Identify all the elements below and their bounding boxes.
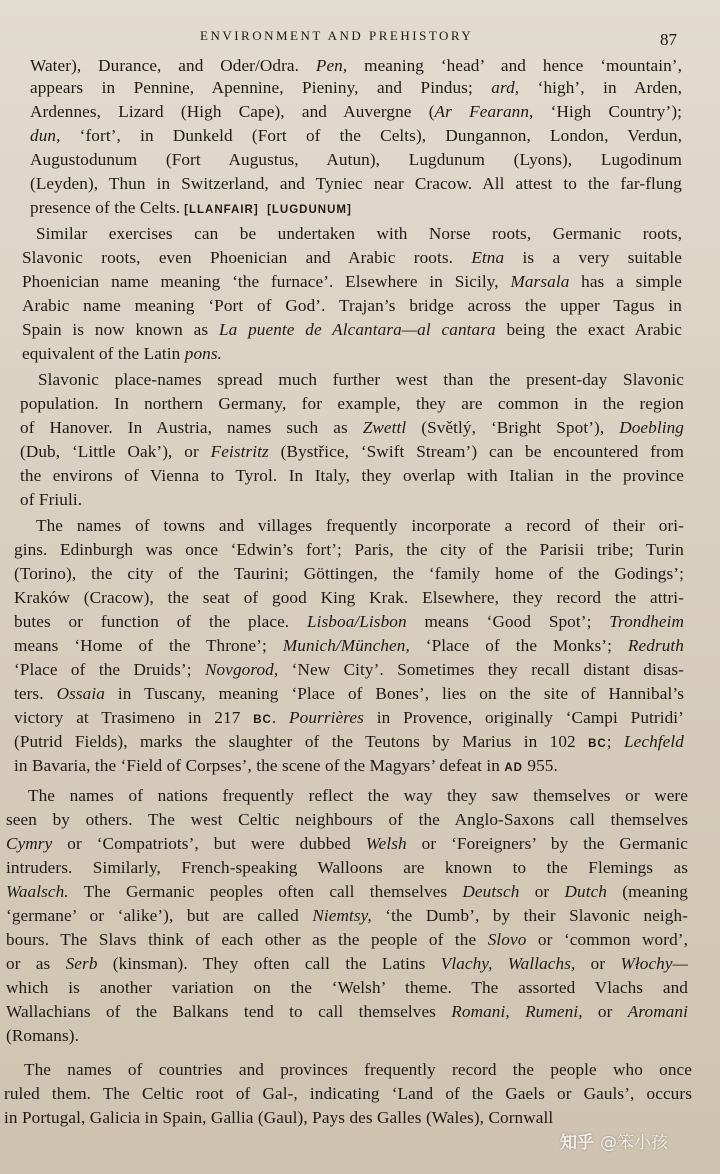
text-run: ‘germane’ or ‘alike’), but are called: [6, 906, 313, 925]
text-run: ‘Place of the Monks’;: [409, 636, 628, 655]
text-run: Similar exercises can be undertaken with Norse roots, Germanic roots,: [36, 224, 682, 243]
zhihu-logo: 知乎: [560, 1133, 594, 1153]
italic-term: La puente de Alcantara—al cantara: [218, 320, 496, 339]
small-caps: AD: [504, 762, 523, 774]
text-line: [22, 318, 682, 342]
text-run: (Torino), the city of the Taurini; Göttingen, the ‘family home of the Godings’;: [14, 564, 684, 583]
text-line: [36, 222, 682, 246]
italic-term: Munich/München,: [282, 636, 410, 655]
text-run: in Tuscany, meaning ‘Place of Bones’, lies on the site of Hannibal’s: [104, 684, 684, 703]
text-run: is a very suitable: [504, 248, 682, 267]
text-line: [14, 658, 684, 682]
italic-term: Welsh: [365, 834, 407, 853]
text-run: ;: [606, 732, 624, 751]
text-run: butes or function of the place.: [14, 612, 307, 631]
text-run: ‘High Country’);: [533, 102, 683, 121]
text-line: [14, 610, 684, 634]
text-run: bours. The Slavs think of each other as the people of the: [6, 930, 488, 949]
text-line: [20, 440, 684, 464]
text-run: population. In northern Germany, for example, they are common in the region: [20, 394, 684, 413]
italic-term: Waalsch.: [6, 882, 69, 901]
text-run: The names of countries and provinces frequently record the people who once: [24, 1060, 692, 1079]
text-run: Wallachians of the Balkans tend to call themselves: [6, 1002, 452, 1021]
text-run: Phoenician name meaning ‘the furnace’. Elsewhere in Sicily,: [22, 272, 511, 291]
text-run: Spain is now known as: [22, 320, 219, 339]
italic-term: Lechfeld: [624, 732, 684, 751]
italic-term: Trondheim: [609, 612, 684, 631]
text-run: or as: [6, 954, 66, 973]
cross-reference: [LUGDUNUM]: [267, 204, 352, 216]
text-run: has a simple: [569, 272, 682, 291]
text-run: Augustodunum (Fort Augustus, Autun), Lugdunum (Lyons), Lugodinum: [30, 150, 682, 169]
text-line: [6, 880, 688, 904]
text-line: [6, 856, 688, 880]
text-run: or ‘common word’,: [526, 930, 688, 949]
text-run: ‘Place of the Druids’;: [14, 660, 205, 679]
text-line: [30, 196, 352, 222]
text-run: ruled them. The Celtic root of Gal-, indicating ‘Land of the Gaels or Gauls’, occurs: [4, 1084, 692, 1103]
running-head: ENVIRONMENT AND PREHISTORY: [200, 28, 474, 43]
text-line: [36, 514, 684, 538]
text-run: Water), Durance, and Oder/Odra.: [30, 56, 316, 75]
text-line: [4, 1106, 553, 1130]
cross-reference: [LLANFAIR]: [184, 204, 259, 216]
text-line: [24, 1058, 692, 1082]
italic-term: Doebling: [619, 418, 684, 437]
text-run: 955.: [522, 756, 558, 775]
text-run: in Bavaria, the ‘Field of Corpses’, the scene of the Magyars’ defeat in: [14, 756, 505, 775]
text-run: or ‘Compatriots’, but were dubbed: [52, 834, 366, 853]
text-run: or: [582, 1002, 628, 1021]
italic-term: Marsala: [510, 272, 570, 291]
text-line: [4, 1082, 692, 1106]
text-line: [30, 124, 682, 148]
text-run: means ‘Good Spot’;: [406, 612, 610, 631]
text-run: ters.: [14, 684, 57, 703]
text-run: The names of towns and villages frequently incorporate a record of their ori-: [36, 516, 684, 535]
text-run: ‘fort’, in Dunkeld (Fort of the Celts), Dungannon, London, Verdun,: [60, 126, 682, 145]
text-line: [6, 928, 688, 952]
text-line: [14, 754, 558, 780]
text-run: (Dub, ‘Little Oak’), or: [20, 442, 211, 461]
italic-term: Pourrières: [289, 708, 364, 727]
watermark: [560, 1128, 720, 1156]
text-run: the environs of Vienna to Tyrol. In Italy, they overlap with Italian in the province: [20, 466, 684, 485]
text-run: The names of nations frequently reflect the way they saw themselves or were: [28, 786, 688, 805]
text-run: The Germanic peoples often call themselves: [68, 882, 463, 901]
text-run: in Portugal, Galicia in Spain, Gallia (Gaul), Pays des Galles (Wales), Cornwall: [4, 1108, 554, 1127]
text-line: [14, 706, 684, 732]
small-caps: BC: [253, 714, 272, 726]
text-line: [30, 100, 682, 124]
italic-term: Romani, Rumeni,: [451, 1002, 583, 1021]
italic-term: Zwettl: [362, 418, 407, 437]
text-run: Slavonic roots, even Phoenician and Arabic roots.: [22, 248, 472, 267]
italic-term: Ar Fearann,: [434, 102, 534, 121]
text-run: ‘New City’. Sometimes they recall distant disas-: [278, 660, 684, 679]
text-run: of Hanover. In Austria, names such as: [20, 418, 363, 437]
text-run: in Provence, originally ‘Campi Putridi’: [363, 708, 684, 727]
text-line: [14, 634, 684, 658]
italic-term: Deutsch: [462, 882, 520, 901]
text-line: [6, 952, 688, 976]
text-line: [20, 416, 684, 440]
italic-term: Niemtsy,: [312, 906, 372, 925]
italic-term: pons.: [184, 344, 223, 363]
text-line: [6, 832, 688, 856]
text-run: seen by others. The west Celtic neighbours of the Anglo-Saxons call themselves: [6, 810, 688, 829]
text-line: [20, 392, 684, 416]
text-run: equivalent of the Latin: [22, 344, 185, 363]
text-line: [22, 294, 682, 318]
text-run: Ardennes, Lizard (High Cape), and Auvergne (: [30, 102, 435, 121]
text-run: or: [575, 954, 621, 973]
text-line: [30, 148, 682, 172]
text-line: [6, 976, 688, 1000]
text-line: [22, 270, 682, 294]
text-run: Arabic name meaning ‘Port of God’. Trajan’s bridge across the upper Tagus in: [22, 296, 682, 315]
text-line: [20, 464, 684, 488]
text-run: [259, 198, 263, 217]
italic-term: Etna: [471, 248, 505, 267]
text-run: being the exact Arabic: [495, 320, 682, 339]
text-run: (Leyden), Thun in Switzerland, and Tyniec near Cracow. All attest to the far-flung: [30, 174, 682, 193]
text-run: ‘high’, in Arden,: [519, 78, 682, 97]
text-line: [28, 784, 688, 808]
text-line: [14, 586, 684, 610]
text-run: victory at Trasimeno in 217: [14, 708, 254, 727]
text-line: [14, 538, 684, 562]
italic-term: dun,: [30, 126, 61, 145]
text-line: [22, 342, 222, 366]
text-line: [6, 808, 688, 832]
text-run: (Putrid Fields), marks the slaughter of the Teutons by Marius in 102: [14, 732, 589, 751]
italic-term: Novgorod,: [204, 660, 279, 679]
italic-term: Redruth: [627, 636, 684, 655]
text-line: [30, 172, 682, 196]
text-run: (Romans).: [6, 1026, 79, 1045]
text-run: (Bystřice, ‘Swift Stream’) can be encountered from: [268, 442, 684, 461]
page-number: 87: [660, 30, 677, 49]
italic-term: Cymry: [6, 834, 53, 853]
text-run: means ‘Home of the Throne’;: [14, 636, 283, 655]
italic-term: Ossaia: [56, 684, 105, 703]
text-run: Kraków (Cracow), the seat of good King Krak. Elsewhere, they record the attri-: [14, 588, 684, 607]
watermark-user: @笨小孩: [600, 1133, 668, 1153]
text-run: (meaning: [607, 882, 688, 901]
text-run: .: [271, 708, 290, 727]
text-line: [30, 54, 682, 78]
italic-term: Serb: [65, 954, 98, 973]
text-run: appears in Pennine, Apennine, Pieniny, and Pindus;: [30, 78, 492, 97]
text-line: [22, 246, 682, 270]
italic-term: Slovo: [487, 930, 527, 949]
text-line: [14, 730, 684, 756]
italic-term: Lisboa/Lisbon: [306, 612, 407, 631]
text-run: meaning ‘head’ and hence ‘mountain’,: [347, 56, 682, 75]
italic-term: Feistritz: [210, 442, 269, 461]
italic-term: Pen,: [315, 56, 348, 75]
text-line: [38, 368, 684, 392]
text-run: gins. Edinburgh was once ‘Edwin’s fort’; Paris, the city of the Parisii tribe; Turin: [14, 540, 684, 559]
text-line: [30, 76, 682, 100]
text-line: [20, 488, 82, 512]
text-line: [6, 1024, 79, 1048]
italic-term: Włochy—: [620, 954, 688, 973]
text-run: Slavonic place-names spread much further west than the present-day Slavonic: [38, 370, 684, 389]
text-run: or ‘Foreigners’ by the Germanic: [406, 834, 688, 853]
text-line: [14, 682, 684, 706]
text-run: which is another variation on the ‘Welsh’ theme. The assorted Vlachs and: [6, 978, 688, 997]
text-line: [6, 1000, 688, 1024]
page-header: [0, 26, 720, 50]
italic-term: Dutch: [564, 882, 608, 901]
text-run: (Světlý, ‘Bright Spot’),: [406, 418, 620, 437]
text-run: of Friuli.: [20, 490, 83, 509]
text-line: [14, 562, 684, 586]
small-caps: BC: [588, 738, 607, 750]
text-line: [6, 904, 688, 928]
text-run: intruders. Similarly, French-speaking Walloons are known to the Flemings as: [6, 858, 688, 877]
text-run: ‘the Dumb’, by their Slavonic neigh-: [371, 906, 689, 925]
text-run: or: [519, 882, 565, 901]
text-run: presence of the Celts.: [30, 198, 181, 217]
text-run: (kinsman). They often call the Latins: [97, 954, 441, 973]
italic-term: ard,: [491, 78, 520, 97]
italic-term: Vlachy, Wallachs,: [440, 954, 576, 973]
italic-term: Aromani: [627, 1002, 688, 1021]
